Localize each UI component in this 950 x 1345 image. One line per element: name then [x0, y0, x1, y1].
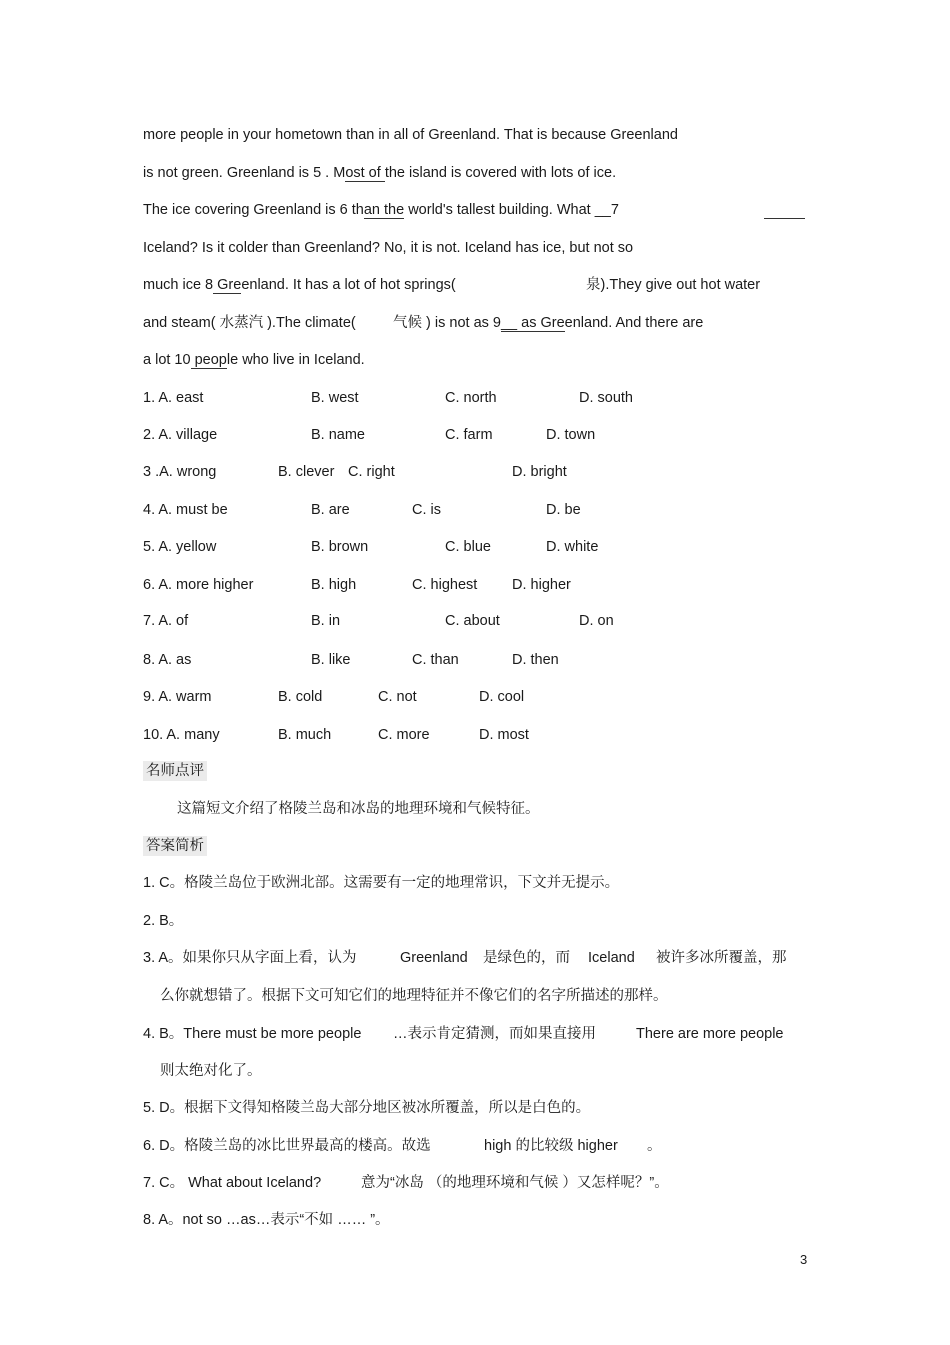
option-a: 3 .A. wrong	[143, 464, 217, 480]
passage-text: enland. And there are	[564, 315, 704, 331]
passage-text: much ice 8	[143, 277, 214, 293]
underlined-text: an the	[363, 202, 405, 218]
passage-line-3	[143, 201, 619, 219]
option-a: 1. A. east	[143, 390, 204, 406]
underlined-text: peop	[190, 352, 227, 368]
underlined-text: __ as Gre	[500, 315, 565, 331]
answer-blank-line	[764, 218, 805, 219]
option-d: D. be	[546, 502, 581, 518]
answer-4-term: There are more people	[636, 1026, 784, 1042]
passage-line-2	[143, 164, 616, 182]
option-c: C. more	[378, 727, 430, 743]
passage-text: the island is covered with lots of ice.	[384, 165, 617, 181]
option-d: D. white	[546, 539, 599, 555]
passage-line-4: Iceland? Is it colder than Greenland? No, it is not. Iceland has ice, but not so	[143, 240, 634, 256]
option-c: C. north	[445, 390, 497, 406]
option-b: B. like	[311, 652, 351, 668]
answer-1: 1. C。格陵兰岛位于欧洲北部。这需要有一定的地理常识，下文并无提示。	[143, 875, 620, 891]
passage-text: world's tallest building. What __7	[404, 202, 619, 218]
option-d: D. bright	[512, 464, 567, 480]
option-d: D. town	[546, 427, 596, 443]
option-d: D. most	[479, 727, 529, 743]
passage-text: is not green. Greenland is 5 . M	[143, 165, 346, 181]
option-a: 8. A. as	[143, 652, 192, 668]
comment-text: 这篇短文介绍了格陵兰岛和冰岛的地理环境和气候特征。	[177, 801, 540, 817]
option-a: 5. A. yellow	[143, 539, 217, 555]
option-c: C. about	[445, 613, 500, 629]
answer-7: 7. C。 What about Iceland?	[143, 1175, 322, 1191]
option-d: D. south	[579, 390, 633, 406]
option-a: 2. A. village	[143, 427, 218, 443]
answer-2: 2. B。	[143, 913, 184, 929]
option-b: B. in	[311, 613, 341, 629]
option-c: C. is	[412, 502, 441, 518]
option-b: B. are	[311, 502, 350, 518]
option-a: 4. A. must be	[143, 502, 228, 518]
passage-text: 气候 ) is not as 9	[393, 315, 501, 331]
passage-text: 泉).They give out hot water	[586, 277, 761, 293]
answer-7-text: 意为“冰岛 （的地理环境和气候 ）又怎样呢？”。	[361, 1175, 669, 1191]
option-b: B. brown	[311, 539, 369, 555]
passage-line-5	[143, 276, 456, 294]
comment-heading: 名师点评	[143, 761, 207, 781]
option-c: C. not	[378, 689, 417, 705]
answer-6-end: 。	[647, 1138, 662, 1154]
answer-4-text: …表示肯定猜测，而如果直接用	[393, 1026, 596, 1042]
answer-6-term: high 的比较级 higher	[484, 1138, 618, 1154]
answer-6: 6. D。格陵兰岛的冰比世界最高的楼高。故选	[143, 1138, 431, 1154]
option-c: C. than	[412, 652, 459, 668]
passage-line-6b	[393, 314, 703, 332]
answer-4: 4. B。There must be more people	[143, 1026, 362, 1042]
option-b: B. high	[311, 577, 357, 593]
option-d: D. then	[512, 652, 559, 668]
underlined-text: Gre	[213, 277, 242, 293]
option-a: 9. A. warm	[143, 689, 212, 705]
underlined-text: ost of	[345, 165, 385, 181]
passage-text: enland. It has a lot of hot springs(	[241, 277, 456, 293]
answer-3-text: 是绿色的，而	[483, 950, 570, 966]
answer-5: 5. D。根据下文得知格陵兰岛大部分地区被冰所覆盖，所以是白色的。	[143, 1100, 591, 1116]
option-a: 6. A. more higher	[143, 577, 254, 593]
answer-4-cont: 则太绝对化了。	[160, 1063, 262, 1079]
option-b: B. much	[278, 727, 332, 743]
passage-line-1: more people in your hometown than in all of Greenland. That is because Greenland	[143, 127, 678, 143]
option-b: B. west	[311, 390, 359, 406]
option-b: B. cold	[278, 689, 323, 705]
option-b: B. clever	[278, 464, 335, 480]
answer-8: 8. A。not so …as…表示“不如 …… ”。	[143, 1212, 390, 1228]
passage-line-6: and steam( 水蒸汽 ).The climate(	[143, 315, 356, 331]
answer-3-term: Iceland	[588, 950, 635, 966]
option-c: C. right	[348, 464, 395, 480]
passage-text: a lot 10	[143, 352, 191, 368]
passage-text: The ice covering Greenland is 6 th	[143, 202, 364, 218]
option-c: C. blue	[445, 539, 491, 555]
option-d: D. cool	[479, 689, 525, 705]
option-a: 7. A. of	[143, 613, 189, 629]
answer-3-term: Greenland	[400, 950, 468, 966]
option-c: C. highest	[412, 577, 478, 593]
option-c: C. farm	[445, 427, 493, 443]
option-d: D. on	[579, 613, 614, 629]
option-d: D. higher	[512, 577, 571, 593]
passage-line-7	[143, 351, 365, 369]
answer-3-text: 被许多冰所覆盖，那	[656, 950, 787, 966]
answer-3: 3. A。如果你只从字面上看，认为	[143, 950, 357, 966]
option-a: 10. A. many	[143, 727, 220, 743]
option-b: B. name	[311, 427, 365, 443]
page-number: 3	[800, 1252, 808, 1267]
answer-3-cont: 么你就想错了。根据下文可知它们的地理特征并不像它们的名字所描述的那样。	[160, 988, 668, 1004]
passage-text: le who live in Iceland.	[226, 352, 365, 368]
analysis-heading: 答案简析	[143, 836, 207, 856]
